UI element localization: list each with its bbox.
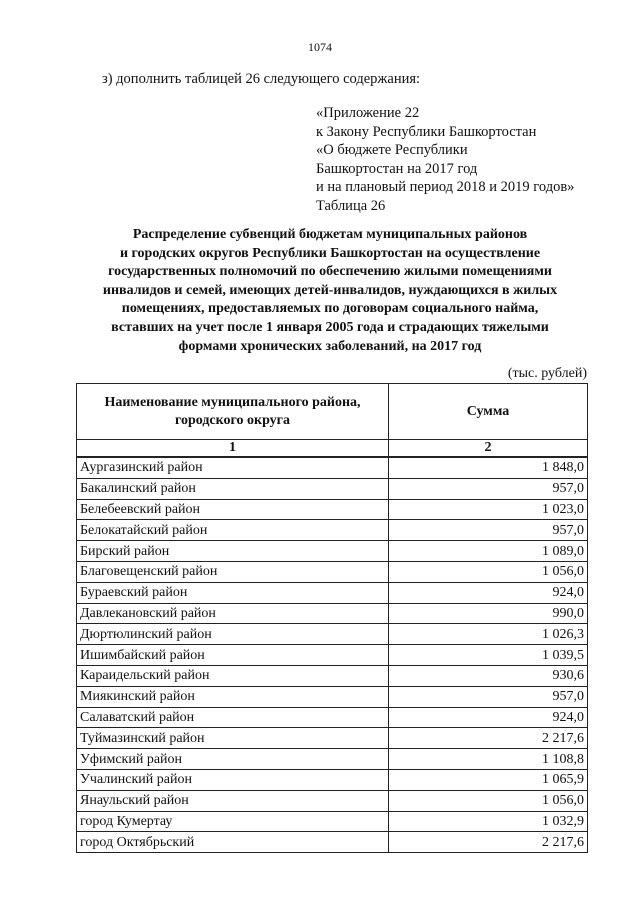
column-number-2: 2 xyxy=(389,440,588,458)
table-row xyxy=(77,561,588,582)
cell-district-name: Ишимбайский район xyxy=(77,645,389,666)
table-row xyxy=(77,645,588,666)
table-header-row xyxy=(77,384,588,440)
appendix-line: «О бюджете Республики xyxy=(316,142,468,159)
cell-district-name: Бураевский район xyxy=(77,582,389,603)
table-row xyxy=(77,728,588,749)
column-number-row xyxy=(77,440,588,458)
heading-line: вставших на учет после 1 января 2005 года и страдающих тяжелыми xyxy=(111,319,549,335)
subventions-table xyxy=(76,383,588,853)
cell-amount: 990,0 xyxy=(389,603,588,624)
table-row xyxy=(77,520,588,541)
appendix-line: к Закону Республики Башкортостан xyxy=(316,123,537,140)
table-row xyxy=(77,624,588,645)
appendix-line: Башкортостан на 2017 год xyxy=(316,160,478,177)
cell-district-name: Янаульский район xyxy=(77,790,389,811)
heading-line: инвалидов и семей, имеющих детей-инвалидов, нуждающихся в жилых xyxy=(102,282,558,298)
cell-district-name: Учалинский район xyxy=(77,769,389,790)
table-row xyxy=(77,832,588,853)
cell-amount: 2 217,6 xyxy=(389,832,588,853)
cell-district-name: Аургазинский район xyxy=(77,457,389,478)
units-label: (тыс. рублей) xyxy=(507,366,587,381)
heading-line: Распределение субвенций бюджетам муниципальных районов xyxy=(132,227,528,242)
cell-amount: 1 026,3 xyxy=(389,624,588,645)
cell-amount: 930,6 xyxy=(389,665,588,686)
cell-amount: 1 039,5 xyxy=(389,645,588,666)
heading-line: помещениях, предоставляемых по договорам социального найма, xyxy=(121,301,539,317)
header-sum: Сумма xyxy=(389,384,588,440)
table-row xyxy=(77,749,588,770)
cell-district-name: Бакалинский район xyxy=(77,478,389,499)
cell-district-name: город Октябрьский xyxy=(77,832,389,853)
table-row xyxy=(77,499,588,520)
cell-district-name: Благовещенский район xyxy=(77,561,389,582)
cell-amount: 1 056,0 xyxy=(389,561,588,582)
cell-district-name: Бирский район xyxy=(77,541,389,562)
cell-district-name: город Кумертау xyxy=(77,811,389,832)
cell-district-name: Давлекановский район xyxy=(77,603,389,624)
cell-district-name: Дюртюлинский район xyxy=(77,624,389,645)
table-row xyxy=(77,686,588,707)
cell-amount: 1 065,9 xyxy=(389,769,588,790)
table-row xyxy=(77,707,588,728)
cell-district-name: Караидельский район xyxy=(77,665,389,686)
cell-amount: 2 217,6 xyxy=(389,728,588,749)
cell-amount: 924,0 xyxy=(389,707,588,728)
appendix-block xyxy=(316,104,574,216)
cell-amount: 1 089,0 xyxy=(389,541,588,562)
heading-line: формами хронических заболеваний, на 2017 год xyxy=(178,338,482,354)
cell-amount: 957,0 xyxy=(389,686,588,707)
intro-text: з) дополнить таблицей 26 следующего содержания: xyxy=(102,71,421,87)
table-row xyxy=(77,541,588,562)
cell-amount: 1 056,0 xyxy=(389,790,588,811)
appendix-line: «Приложение 22 xyxy=(316,105,420,121)
appendix-table-label: Таблица 26 xyxy=(316,197,386,214)
cell-amount: 1 108,8 xyxy=(389,749,588,770)
header-name: Наименование муниципального района, городского округа xyxy=(77,384,389,440)
heading-line: государственных полномочий по обеспечению жилыми помещениями xyxy=(108,264,552,280)
cell-district-name: Миякинский район xyxy=(77,686,389,707)
table-row xyxy=(77,665,588,686)
cell-district-name: Салаватский район xyxy=(77,707,389,728)
table-row xyxy=(77,478,588,499)
cell-amount: 1 023,0 xyxy=(389,499,588,520)
cell-amount: 957,0 xyxy=(389,478,588,499)
table-row xyxy=(77,790,588,811)
table-row xyxy=(77,769,588,790)
cell-district-name: Уфимский район xyxy=(77,749,389,770)
appendix-line: и на плановый период 2018 и 2019 годов» xyxy=(316,179,575,196)
table-row xyxy=(77,603,588,624)
cell-amount: 1 032,9 xyxy=(389,811,588,832)
table-heading xyxy=(60,226,600,356)
heading-line: и городских округов Республики Башкортостан на осуществление xyxy=(119,245,541,261)
page-number: 1074 xyxy=(308,40,332,54)
cell-amount: 957,0 xyxy=(389,520,588,541)
cell-district-name: Белокатайский район xyxy=(77,520,389,541)
column-number-1: 1 xyxy=(77,440,389,458)
cell-amount: 1 848,0 xyxy=(389,457,588,478)
table-row xyxy=(77,457,588,478)
table-row xyxy=(77,582,588,603)
table-row xyxy=(77,811,588,832)
cell-amount: 924,0 xyxy=(389,582,588,603)
cell-district-name: Белебеевский район xyxy=(77,499,389,520)
cell-district-name: Туймазинский район xyxy=(77,728,389,749)
table-body xyxy=(77,457,588,853)
